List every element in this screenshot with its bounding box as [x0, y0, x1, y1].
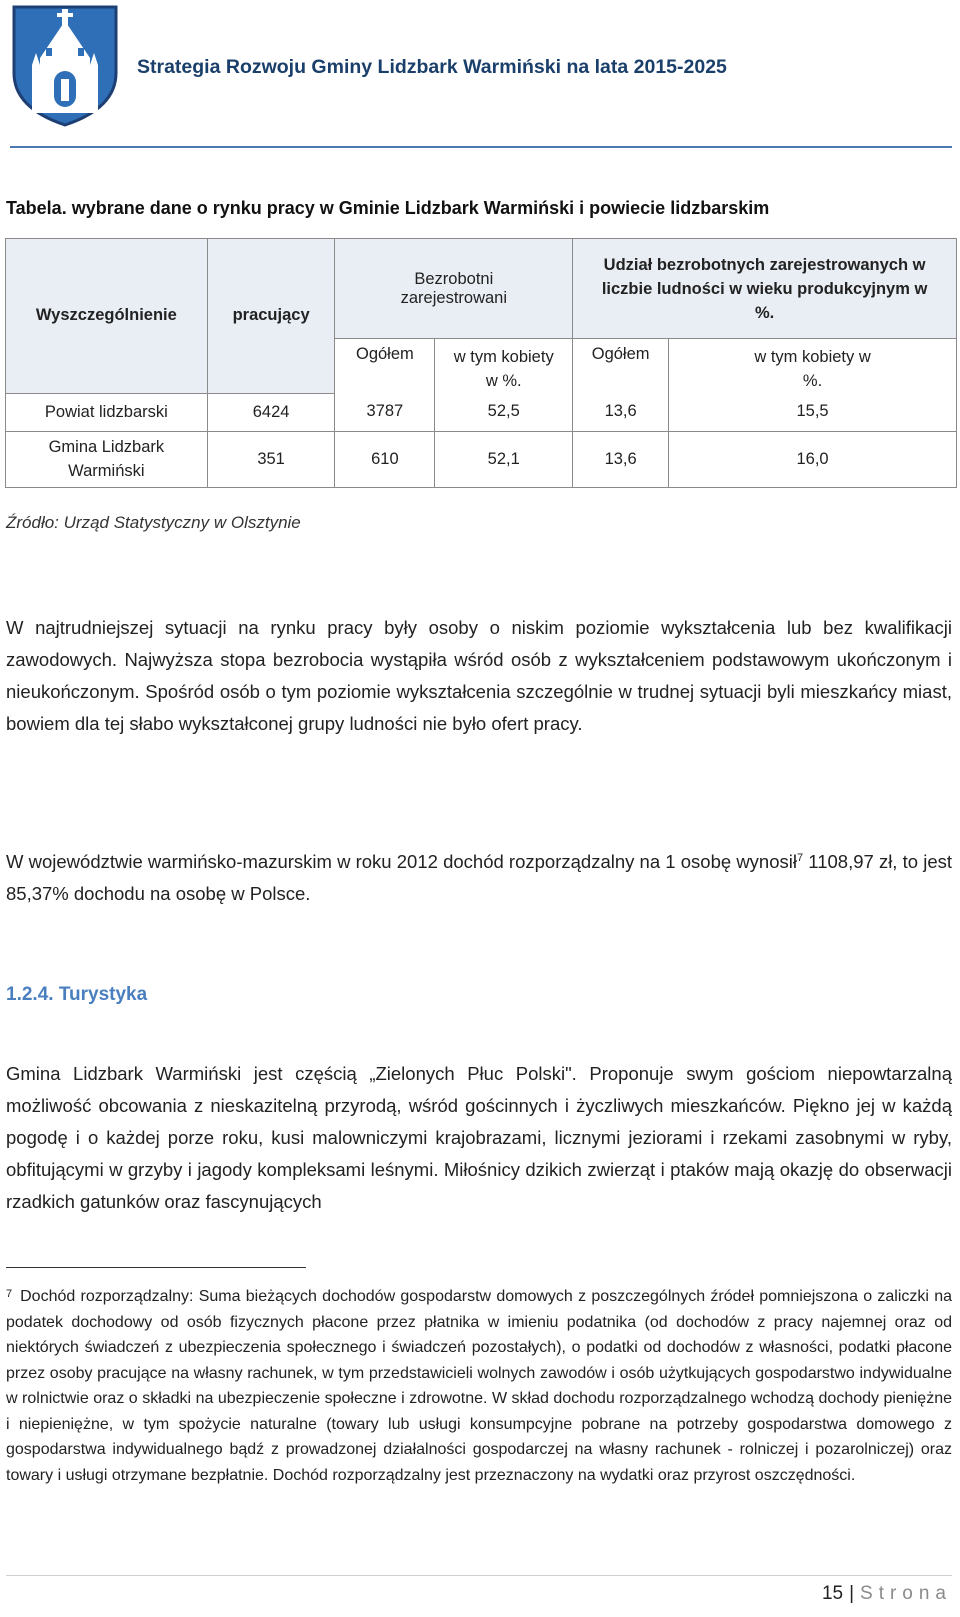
- paragraph-text: 1108,97 zł, to jest 85,37% dochodu na osobę w Polsce.: [6, 851, 952, 904]
- page-footer: [822, 1583, 952, 1605]
- subheader-total-unemployed: Ogółem: [335, 339, 435, 394]
- footnote-text: Dochód rozporządzalny: Suma bieżących dochodów gospodarstw domowych z poszczególnych źródeł pomniejszona o zaliczki na podatek dochodowy od osób fizycznych płacone przez płatnika w imieniu podatnika (od dochodów z pracy najemnej oraz od niektórych świadczeń z ubezpieczenia społecznego i świadczeń pozostałych), o podatki od dochodów z własności, podatki płacone przez osoby pracujące na własny rachunek, w tym przedstawicieli wolnych zawodów i osób użytkujących gospodarstwo indywidualne w rolnictwie oraz o składki na ubezpieczenie społeczne i zdrowotne. W skład dochodu rozporządzalnego wchodzą dochody pieniężne i niepieniężne, w tym spożycie naturalne (towary lub usługi konsumpcyjne pobrane na potrzeby gospodarstwa domowego z gospodarstwa indywidualnego bądź z prowadzonej działalności gospodarczej na własny rachunek - rolniczej i pozarolniczej) oraz towary i usługi otrzymane bezpłatnie. Dochód rozporządzalny jest przeznaczony na wydatki oraz przyrost oszczędności.: [6, 1288, 952, 1484]
- table-cell: 13,6: [573, 431, 669, 487]
- table-row: [6, 393, 957, 431]
- header-registered-unemployed-text: Bezrobotni zarejestrowani: [400, 269, 508, 307]
- table-cell: 15,5: [669, 393, 957, 431]
- subheader-women-unemployed-text: w tym kobiety w %.: [453, 348, 554, 390]
- labour-market-table: [5, 238, 957, 488]
- subheader-total-share: Ogółem: [573, 339, 669, 394]
- page-label: Strona: [860, 1583, 952, 1604]
- row-label: [6, 431, 208, 487]
- subheader-women-unemployed: [435, 339, 573, 394]
- document-title: Strategia Rozwoju Gminy Lidzbark Warmiński na lata 2015-2025: [137, 56, 727, 78]
- body-paragraph-income: [6, 846, 952, 910]
- footnote-divider: [6, 1267, 306, 1268]
- body-paragraph: W najtrudniejszej sytuacji na rynku pracy były osoby o niskim poziomie wykształcenia lub bez kwalifikacji zawodowych. Najwyższa stopa bezrobocia wystąpiła wśród osób z wykształceniem podstawowym ukończonym i nieukończonym. Spośród osób o tym poziomie wykształcenia szczególnie w trudnej sytuacji byli mieszkańcy miast, bowiem dla tej słabo wykształconej grupy ludności nie było ofert pracy.: [6, 617, 952, 734]
- page-header: [0, 0, 960, 150]
- subheader-women-share: [669, 339, 957, 394]
- table-cell: 13,6: [573, 393, 669, 431]
- table-cell: 16,0: [669, 431, 957, 487]
- footer-separator: |: [849, 1583, 855, 1604]
- table-cell: 351: [207, 431, 335, 487]
- section-heading: 1.2.4. Turystyka: [6, 984, 148, 1005]
- subheader-women-share-text: w tym kobiety w %.: [754, 348, 871, 390]
- table-caption: Tabela. wybrane dane o rynku pracy w Gminie Lidzbark Warmiński i powiecie lidzbarskim: [6, 198, 770, 218]
- row-label: Powiat lidzbarski: [6, 393, 208, 431]
- footnote-number: 7: [6, 1288, 13, 1300]
- footnote-reference[interactable]: 7: [796, 851, 804, 864]
- footnote: [6, 1282, 952, 1488]
- row-label-text: Gmina Lidzbark Warmiński: [48, 438, 165, 480]
- table-cell: 52,1: [435, 431, 573, 487]
- table-cell: 52,5: [435, 393, 573, 431]
- paragraph-text: W województwie warmińsko-mazurskim w roku 2012 dochód rozporządzalny na 1 osobę wynosił: [6, 851, 797, 872]
- header-registered-unemployed: [335, 239, 573, 339]
- header-unemployed-share-text: Udział bezrobotnych zarejestrowanych w liczbie ludności w wieku produkcyjnym w %.: [601, 255, 928, 322]
- header-unemployed-share: [573, 239, 957, 339]
- table-source: Źródło: Urząd Statystyczny w Olsztynie: [6, 513, 301, 532]
- table-cell: 6424: [207, 393, 335, 431]
- body-paragraph: Gmina Lidzbark Warmiński jest częścią „Zielonych Płuc Polski". Proponuje swym gościom niepowtarzalną możliwość obcowania z nieskazitelną przyrodą, wśród gościnnych i życzliwych mieszkańców. Piękno jej w każdą pogodę i o każdej porze roku, kusi malowniczymi krajobrazami, licznymi jeziorami i rzekami zasobnymi w ryby, obfitującymi w grzyby i jagody kompleksami leśnymi. Miłośnicy dzikich zwierząt i ptaków mają okazję do obserwacji rzadkich gatunków oraz fascynujących: [6, 1063, 952, 1212]
- table-cell: 610: [335, 431, 435, 487]
- header-divider: [10, 146, 952, 148]
- coat-of-arms-icon: [10, 3, 120, 128]
- page-number: 15: [821, 1583, 844, 1604]
- table-cell: 3787: [335, 393, 435, 431]
- header-specification: Wyszczególnienie: [6, 239, 208, 394]
- table-row: [6, 431, 957, 487]
- footer-divider: [6, 1575, 952, 1576]
- header-employed: pracujący: [207, 239, 335, 394]
